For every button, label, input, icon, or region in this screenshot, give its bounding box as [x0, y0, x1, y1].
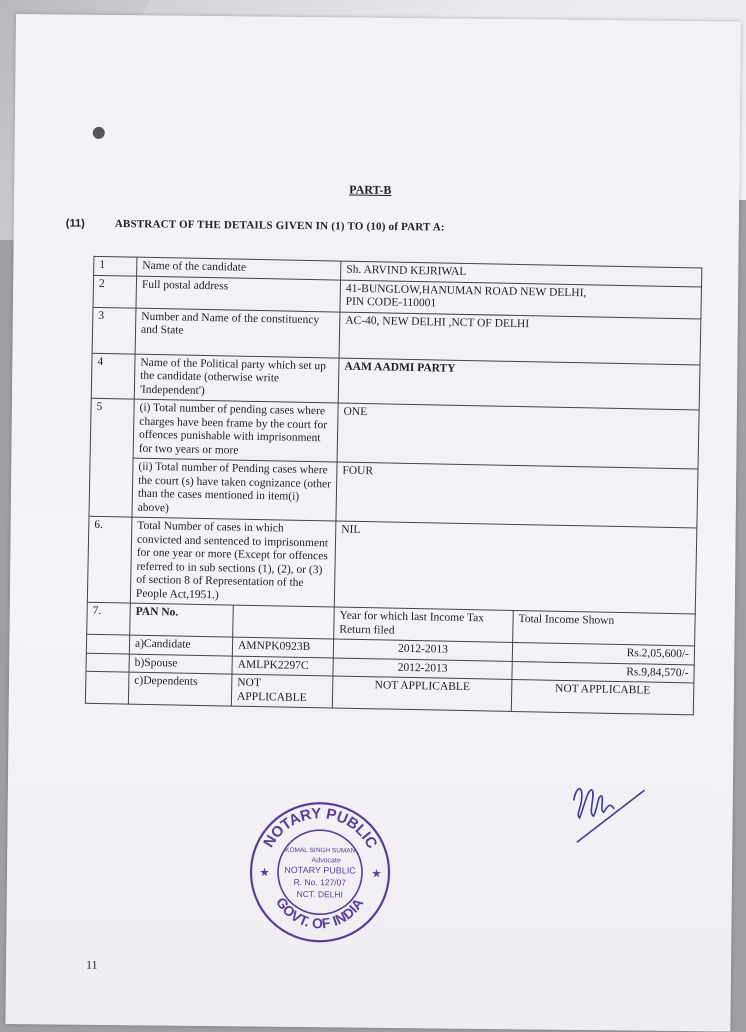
row-label: Number and Name of the constituency and State [135, 308, 340, 358]
pin-code: PIN CODE-110001 [345, 295, 437, 310]
row-value: FOUR [336, 462, 698, 528]
pan-row-label: c)Dependents [128, 672, 232, 706]
row-label: Total Number of cases in which convicted and sentenced to imprisonment for one year or more (Except for offences referred to in sub sections (1), (2), or (3) of section 8 of Representation of the People Act,1951.) [130, 517, 336, 607]
abstract-table [85, 256, 702, 716]
row-number-blank [86, 653, 129, 672]
signature [567, 778, 648, 849]
row-value: Sh. ARVIND KEJRIWAL [341, 261, 702, 286]
row-label: Full postal address [136, 276, 341, 312]
table-row [87, 516, 697, 614]
pan-value: AMLPK2297C [232, 656, 333, 676]
section-title: ABSTRACT OF THE DETAILS GIVEN IN (1) TO (10) of PART A: [114, 218, 445, 234]
row-number: 4 [91, 353, 135, 399]
stamp-name: KOMAL SINGH SUMAN [285, 846, 356, 855]
star-icon: ★ [371, 868, 382, 880]
row-number: 1 [94, 256, 137, 275]
pan-year: 2012-2013 [333, 658, 512, 680]
pan-value: AMNPK0923B [232, 637, 333, 657]
row-number: 3 [92, 307, 136, 354]
row-label: Name of the Political party which set up the candidate (otherwise write 'Independent') [134, 354, 339, 403]
star-icon: ★ [259, 867, 270, 879]
pan-header: PAN No. [130, 603, 234, 637]
row-value: AAM AADMI PARTY [338, 358, 700, 410]
pan-value: NOT APPLICABLE [231, 674, 333, 708]
row-value: NIL [334, 521, 697, 614]
punch-hole [93, 127, 105, 139]
stamp-notary: NOTARY PUBLIC [284, 864, 356, 876]
page-number: 11 [85, 957, 98, 972]
income-header: Total Income Shown [513, 610, 696, 645]
row-number: 7. [87, 602, 131, 635]
row-number: 5 [89, 398, 134, 517]
row-number: 6. [87, 516, 132, 603]
stamp-outer-top: NOTARY PUBLIC [260, 805, 381, 852]
address-line: 41-BUNGLOW,HANUMAN ROAD NEW DELHI, [345, 282, 587, 299]
part-heading: PART-B [349, 182, 392, 197]
row-value: AC-40, NEW DELHI ,NCT OF DELHI [339, 312, 701, 365]
document-page [5, 14, 741, 1032]
row-label: (ii) Total number of Pending cases where the court (s) have taken cognizance (other than the cases mentioned in item(i) above) [132, 458, 337, 521]
row-number-blank [86, 634, 129, 653]
row-label: Name of the candidate [137, 257, 341, 279]
pan-year: NOT APPLICABLE [332, 676, 512, 711]
section-number: (11) [65, 217, 85, 230]
stamp-reg-no: R. No. 127/07 [293, 876, 347, 888]
stamp-outer-bottom: GOVT. OF INDIA [272, 894, 367, 932]
pan-income: Rs.2,05,600/- [512, 642, 694, 664]
notary-stamp [247, 799, 393, 945]
row-number: 2 [93, 275, 137, 308]
row-label: (i) Total number of pending cases where charges have been frame by the court for offences punishable with imprisonment for two years or more [133, 399, 338, 462]
row-number-blank [85, 671, 129, 704]
pan-row-label: a)Candidate [129, 635, 232, 655]
stamp-location: NCT. DELHI [296, 888, 343, 900]
pan-income: NOT APPLICABLE [511, 679, 694, 714]
pan-header-blank [233, 605, 335, 639]
pan-year: 2012-2013 [333, 639, 512, 661]
row-value: ONE [337, 403, 699, 469]
pan-income: Rs.9,84,570/- [512, 661, 694, 683]
stamp-advocate: Advocate [311, 857, 341, 865]
pan-row-label: b)Spouse [129, 654, 232, 674]
year-header: Year for which last Income Tax Return filed [334, 607, 514, 642]
